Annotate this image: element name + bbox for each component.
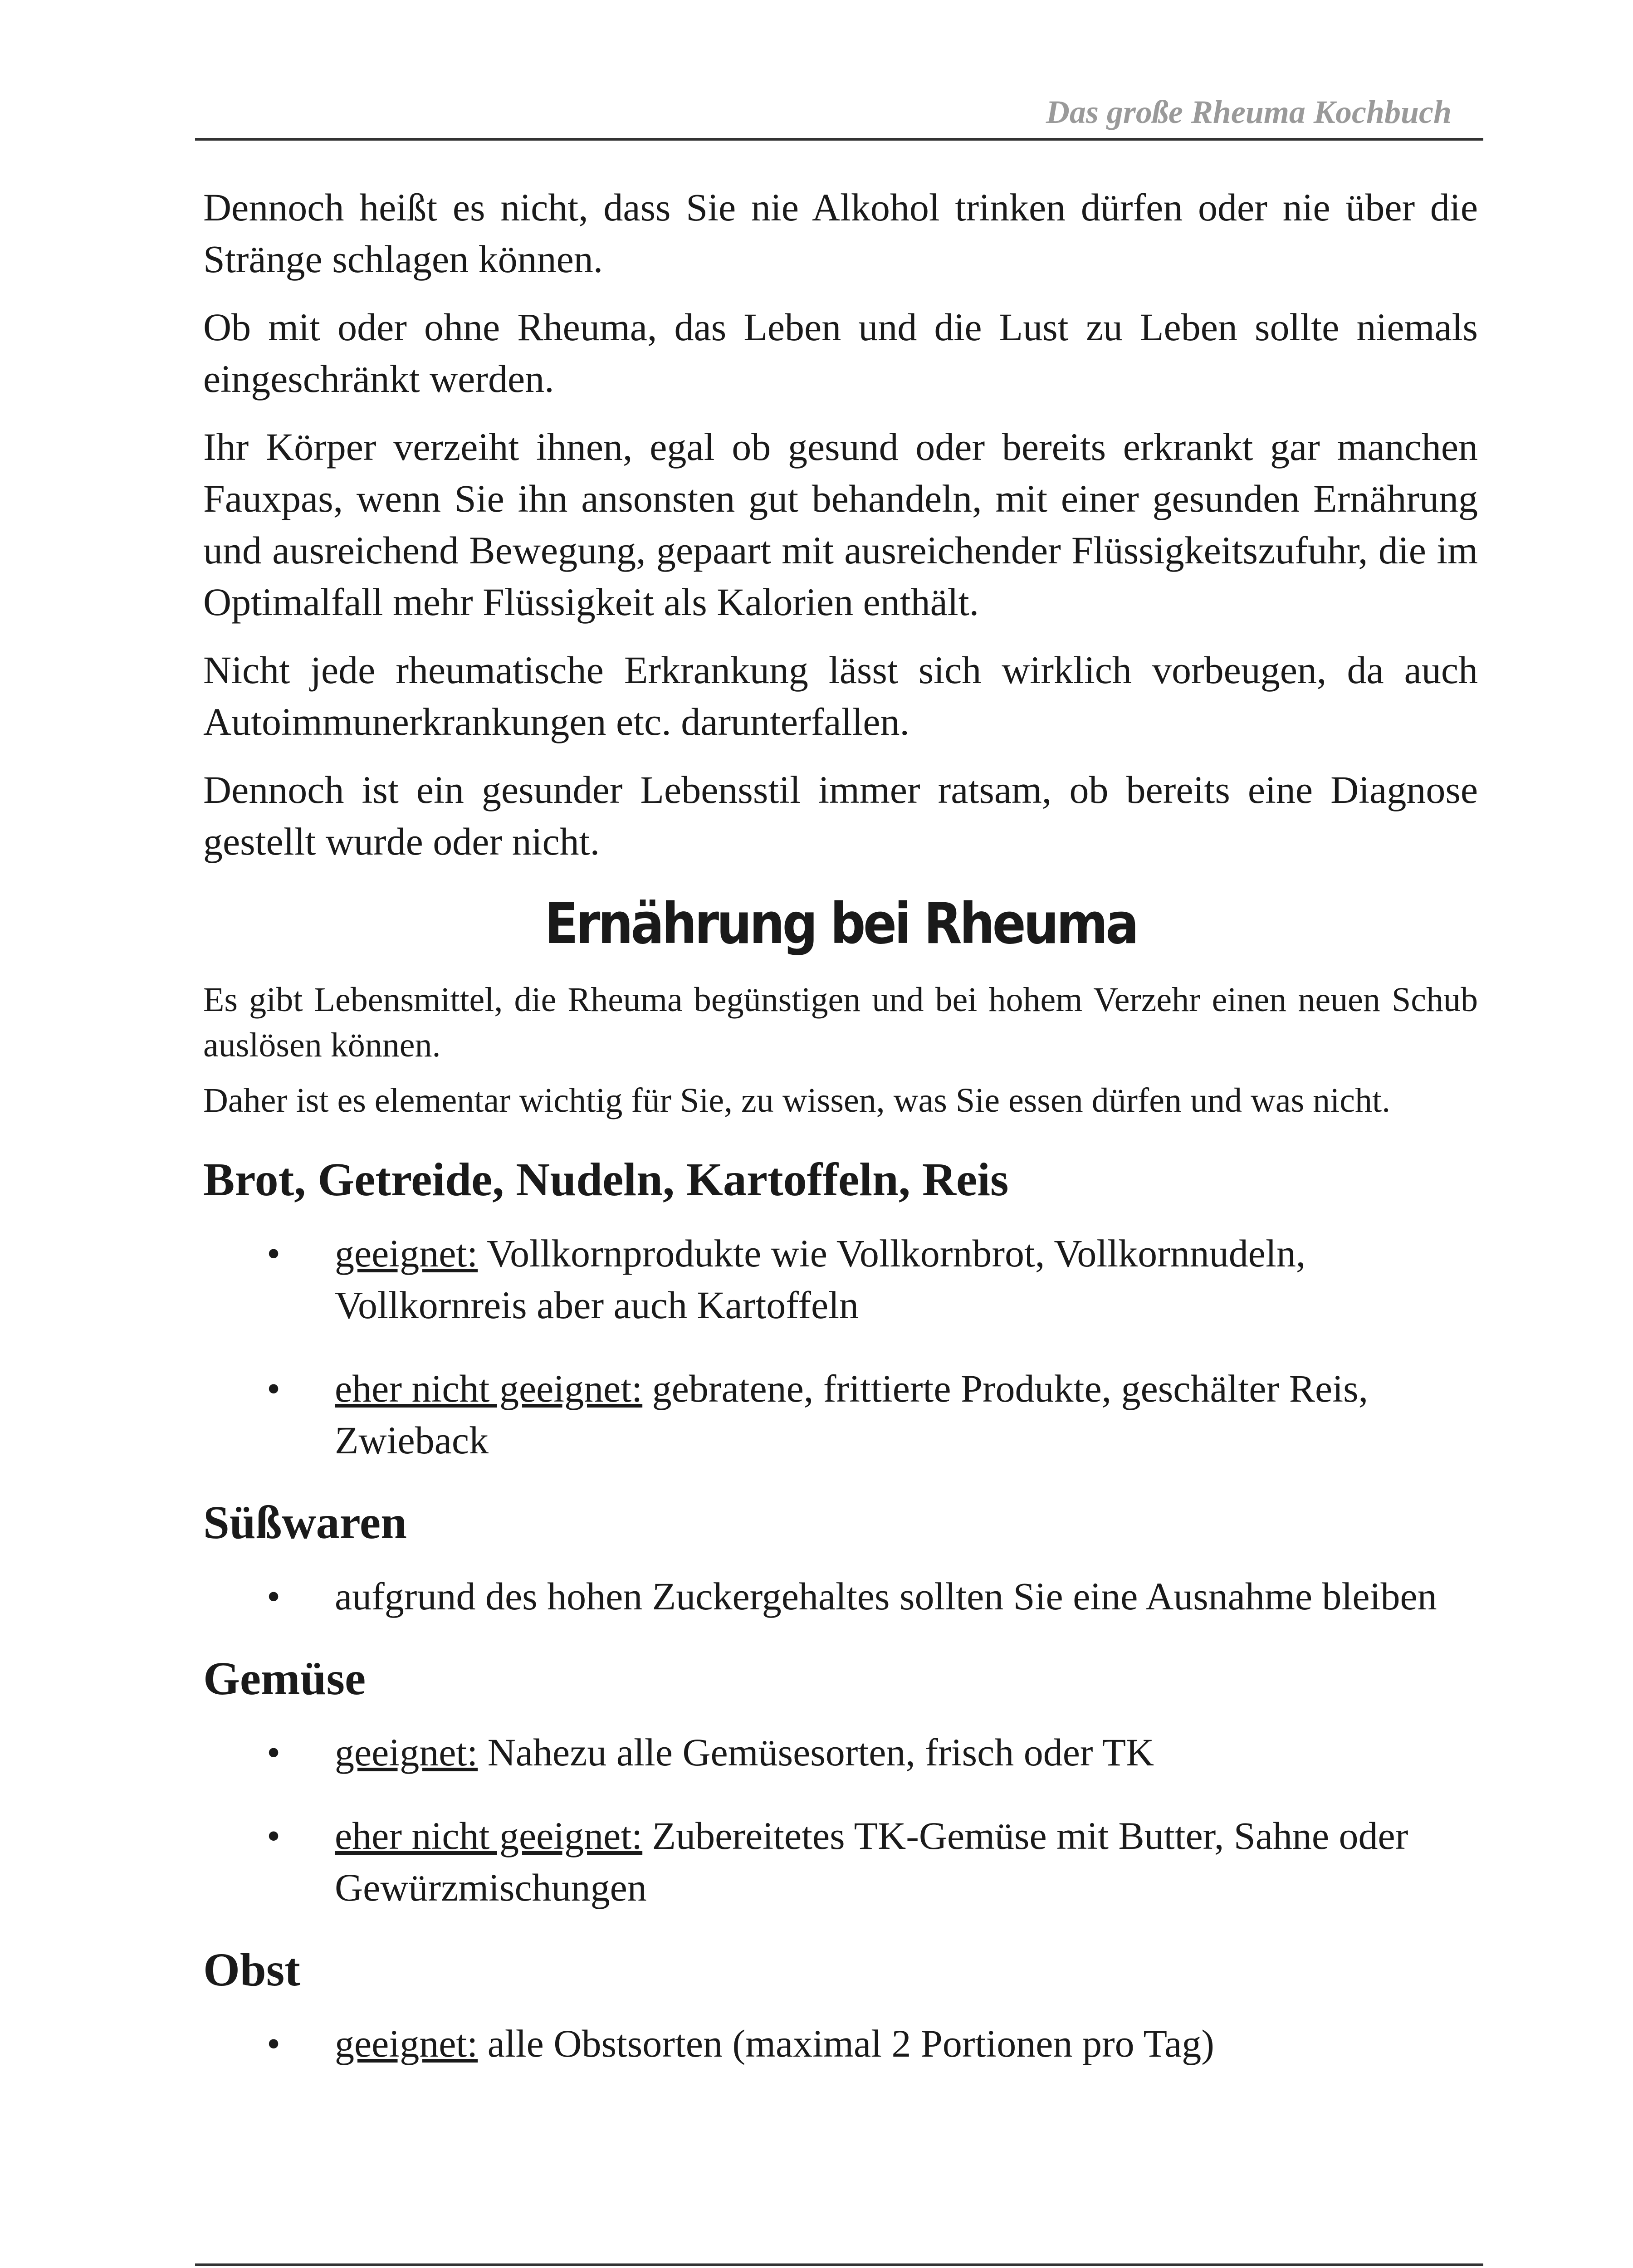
bullet-icon: •	[267, 1367, 281, 1410]
bullet-icon: •	[267, 1730, 281, 1774]
category-heading: Obst	[203, 1944, 300, 1996]
category-heading: Brot, Getreide, Nudeln, Kartoffeln, Reis	[203, 1154, 1009, 1206]
category-list	[203, 1570, 1478, 1622]
bullet-icon: •	[267, 1814, 281, 1857]
item-label: geeignet:	[335, 1232, 478, 1275]
category-list	[203, 2018, 1478, 2069]
section-title: Ernährung bei Rheuma	[544, 891, 1137, 957]
list-item	[203, 2018, 1478, 2069]
item-label: eher nicht geeignet:	[335, 1814, 643, 1857]
category-heading: Süßwaren	[203, 1496, 407, 1549]
running-header	[195, 77, 1483, 141]
paragraph: Dennoch ist ein gesunder Lebensstil immer ratsam, ob bereits eine Diagnose gestellt wurde oder nicht.	[203, 768, 1478, 863]
item-label: eher nicht geeignet:	[335, 1367, 643, 1410]
paragraph: Dennoch heißt es nicht, dass Sie nie Alkohol trinken dürfen oder nie über die Stränge schlagen können.	[203, 186, 1478, 281]
bullet-icon: •	[267, 2022, 281, 2065]
category-heading: Gemüse	[203, 1652, 366, 1705]
item-label: geeignet:	[335, 2022, 478, 2065]
item-text: alle Obstsorten (maximal 2 Portionen pro Tag)	[478, 2022, 1214, 2065]
book-title: Das große Rheuma Kochbuch	[1046, 94, 1452, 130]
list-item	[203, 1726, 1478, 1778]
running-footer	[195, 2263, 1483, 2268]
list-item	[203, 1363, 1478, 1466]
paragraph: Nicht jede rheumatische Erkrankung lässt sich wirklich vorbeugen, da auch Autoimmunerkrankungen etc. darunterfallen.	[203, 648, 1478, 743]
item-label: geeignet:	[335, 1730, 478, 1774]
list-item	[203, 1227, 1478, 1331]
list-item	[203, 1810, 1478, 1913]
bullet-icon: •	[267, 1574, 281, 1618]
paragraph: Ob mit oder ohne Rheuma, das Leben und die Lust zu Leben sollte niemals eingeschränkt werden.	[203, 305, 1478, 401]
category-list	[203, 1227, 1478, 1466]
paragraph: Ihr Körper verzeiht ihnen, egal ob gesund oder bereits erkrankt gar manchen Fauxpas, wenn Sie ihn ansonsten gut behandeln, mit einer gesunden Ernährung und ausreichend Bewegung, gepaart mit ausreichender Flüssigkeitszufuhr, die im Optimalfall mehr Flüssigkeit als Kalorien enthält.	[203, 425, 1478, 624]
list-item	[203, 1570, 1478, 1622]
item-text: Zubereitetes TK-Gemüse mit Butter, Sahne oder Gewürzmischungen	[335, 1814, 1408, 1909]
item-text: Vollkornprodukte wie Vollkornbrot, Vollkornnudeln, Vollkornreis aber auch Kartoffeln	[335, 1232, 1306, 1327]
bullet-icon: •	[267, 1232, 281, 1275]
item-text: gebratene, frittierte Produkte, geschälter Reis, Zwieback	[335, 1367, 1369, 1462]
section-intro: Es gibt Lebensmittel, die Rheuma begünstigen und bei hohem Verzehr einen neuen Schub auslösen können.	[203, 981, 1478, 1064]
item-text: Nahezu alle Gemüsesorten, frisch oder TK	[478, 1730, 1154, 1774]
section-intro: Daher ist es elementar wichtig für Sie, zu wissen, was Sie essen dürfen und was nicht.	[203, 1081, 1391, 1119]
item-text: aufgrund des hohen Zuckergehaltes sollten Sie eine Ausnahme bleiben	[335, 1574, 1437, 1618]
page-content	[203, 181, 1478, 2083]
category-list	[203, 1726, 1478, 1913]
